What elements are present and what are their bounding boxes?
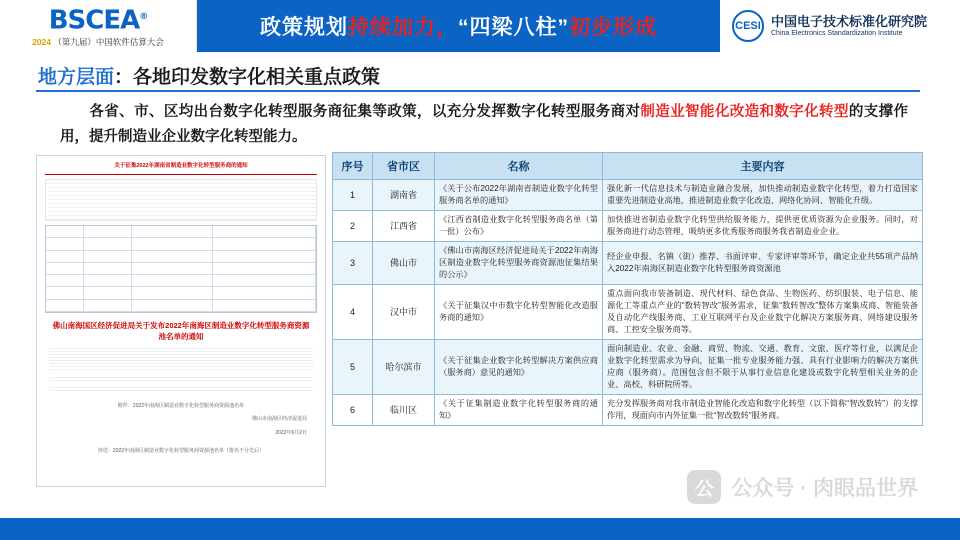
page-title-highlight: 地方层面 — [38, 67, 115, 88]
table-row — [333, 340, 923, 395]
cell-index: 3 — [333, 242, 373, 285]
wechat-badge-icon: 公 — [687, 470, 721, 504]
header-title-part4: 初步形成 — [569, 16, 657, 39]
cell-area: 江西省 — [373, 211, 435, 242]
table-row — [333, 180, 923, 211]
doc-main-title: 佛山南海国区经济促进局关于发布2022年南海区制造业数字化转型服务商资源池名单的通知 — [52, 321, 310, 341]
header-title-part3: “四梁八柱” — [458, 16, 569, 39]
table-row — [333, 395, 923, 426]
cell-area: 汉中市 — [373, 285, 435, 340]
doc-page-footer: 抄送：2022年南海区制造业数字化转型服务商资源池名单（排名不分先后） — [97, 448, 265, 454]
watermark-text: 公众号 · 肉眼品世界 — [731, 477, 918, 500]
table-header-name: 名称 — [435, 153, 603, 180]
cell-name: 《江西省制造业数字化转型服务商名单（第一批）公布》 — [435, 211, 603, 242]
watermark — [687, 470, 918, 504]
institute-name-cn: 中国电子技术标准化研究院 — [771, 13, 928, 29]
table-row — [333, 242, 923, 285]
table-row — [333, 285, 923, 340]
doc-signature-org: 佛山市南海区经济促进局 — [251, 416, 307, 422]
cell-content: 重点面向我市装备制造、现代材料、绿色食品、生物医药、纺织服装、电子信息、能源化工等重点产业的“数转智改”服务需求，征集“数转智改”整体方案集成商、智能装备及自动化产线服务商、工业互联网平台及企业数字化解决方案服务商、网络建设服务商、工控安全服务商等。 — [603, 285, 923, 340]
policy-table-container — [332, 152, 922, 426]
page-title-rest: ：各地印发数字化相关重点政策 — [114, 67, 381, 88]
title-divider — [36, 90, 920, 92]
doc-embedded-table — [45, 225, 317, 313]
institute-logo — [720, 0, 960, 52]
doc-paragraph-2 — [49, 375, 313, 382]
policy-table — [332, 152, 923, 426]
logo-wordmark — [49, 4, 148, 34]
doc-attachment-note: 附件：2022年南海区制造业数字化转型服务商资源池名单 — [117, 403, 245, 409]
conference-logo — [0, 0, 197, 52]
cell-area: 佛山市 — [373, 242, 435, 285]
doc-red-rule — [45, 174, 317, 175]
logo-text: BSCEA — [48, 5, 140, 36]
cell-name: 《关于公布2022年湖南省制造业数字化转型服务商名单的通知》 — [435, 180, 603, 211]
table-header-row — [333, 153, 923, 180]
cell-index: 5 — [333, 340, 373, 395]
footer-bar — [0, 518, 960, 540]
policy-document-preview — [36, 155, 326, 487]
intro-text-highlight: 制造业智能化改造和数字化转型 — [640, 104, 849, 120]
logo-subtitle — [32, 36, 164, 48]
doc-paragraph-1 — [49, 346, 313, 372]
doc-signature-date: 2022年6月2日 — [275, 430, 307, 436]
cell-area: 哈尔滨市 — [373, 340, 435, 395]
cell-index: 1 — [333, 180, 373, 211]
cell-index: 4 — [333, 285, 373, 340]
intro-paragraph — [60, 100, 908, 150]
doc-paragraph-3 — [49, 385, 313, 392]
cesi-emblem-icon: CESI — [732, 10, 764, 42]
cell-index: 2 — [333, 211, 373, 242]
cell-area: 临川区 — [373, 395, 435, 426]
cell-name: 《关于征集汉中市数字化转型智能化改造服务商的通知》 — [435, 285, 603, 340]
header-title-part2: 持续加力， — [348, 16, 458, 39]
cell-area: 湖南省 — [373, 180, 435, 211]
page-title — [38, 62, 380, 89]
logo-year: 2024 — [32, 36, 52, 47]
table-row — [333, 211, 923, 242]
intro-text-3: 的支撑作用，提升制造业企业数字化转型能力。 — [60, 104, 909, 145]
cell-content: 强化新一代信息技术与制造业融合发展，加快推动制造业数字化转型，着力打造国家重要先进制造业高地，推进制造业数字化改造、网络化协同、智能化升级。 — [603, 180, 923, 211]
logo-sub-text: （第九届）中国软件估算大会 — [53, 36, 164, 47]
cell-content: 充分发挥服务商对我市制造业智能化改造和数字化转型（以下简称“智改数转”）的支撑作用，现面向市内外征集一批“智改数转”服务商。 — [603, 395, 923, 426]
cell-index: 6 — [333, 395, 373, 426]
slide-header-title — [197, 11, 720, 41]
cell-name: 《关于征集企业数字化转型解决方案供应商（服务商）意见的通知》 — [435, 340, 603, 395]
doc-red-heading: 关于征集2022年湖南省制造业数字化转型服务商的通知 — [114, 163, 248, 169]
table-header-area: 省市区 — [373, 153, 435, 180]
header-bar — [0, 0, 960, 52]
cell-content: 加快推进省制造业数字化转型供给服务能力，提供更优质资源为企业服务。同时，对服务商进行动态管理，吸纳更多优秀服务商服务我省制造业企业。 — [603, 211, 923, 242]
doc-body-placeholder — [45, 179, 317, 221]
cell-name: 《佛山市南海区经济促进局关于2022年南海区制造业数字化转型服务商资源池征集结果的公示》 — [435, 242, 603, 285]
cell-name: 《关于征集制造业数字化转型服务商的通知》 — [435, 395, 603, 426]
cell-content: 经企业申报、名镇（街）推荐、书面评审、专家评审等环节，确定企业共55项产品纳入2022年南海区制造业数字化转型服务商资源池 — [603, 242, 923, 285]
table-header-content: 主要内容 — [603, 153, 923, 180]
intro-text-1: 各省、市、区均出台数字化转型服务商征集等政策，以充分发挥数字化转型服务商对 — [89, 104, 641, 120]
institute-name-en: China Electronics Standardization Institute — [771, 29, 903, 37]
table-header-index: 序号 — [333, 153, 373, 180]
header-title-part1: 政策规划 — [260, 16, 348, 39]
cell-content: 面向制造业、农业、金融、商贸、物流、交通、教育、文旅、医疗等行业，以满足企业数字化转型需求为导向，征集一批专业服务能力强、具有行业影响力的解决方案供应商（服务商）。范围包含但不限于从事行业信息化建设或数字化转型相关业务的企业、高校、科研院所等。 — [603, 340, 923, 395]
registered-mark-icon: ® — [139, 12, 148, 23]
